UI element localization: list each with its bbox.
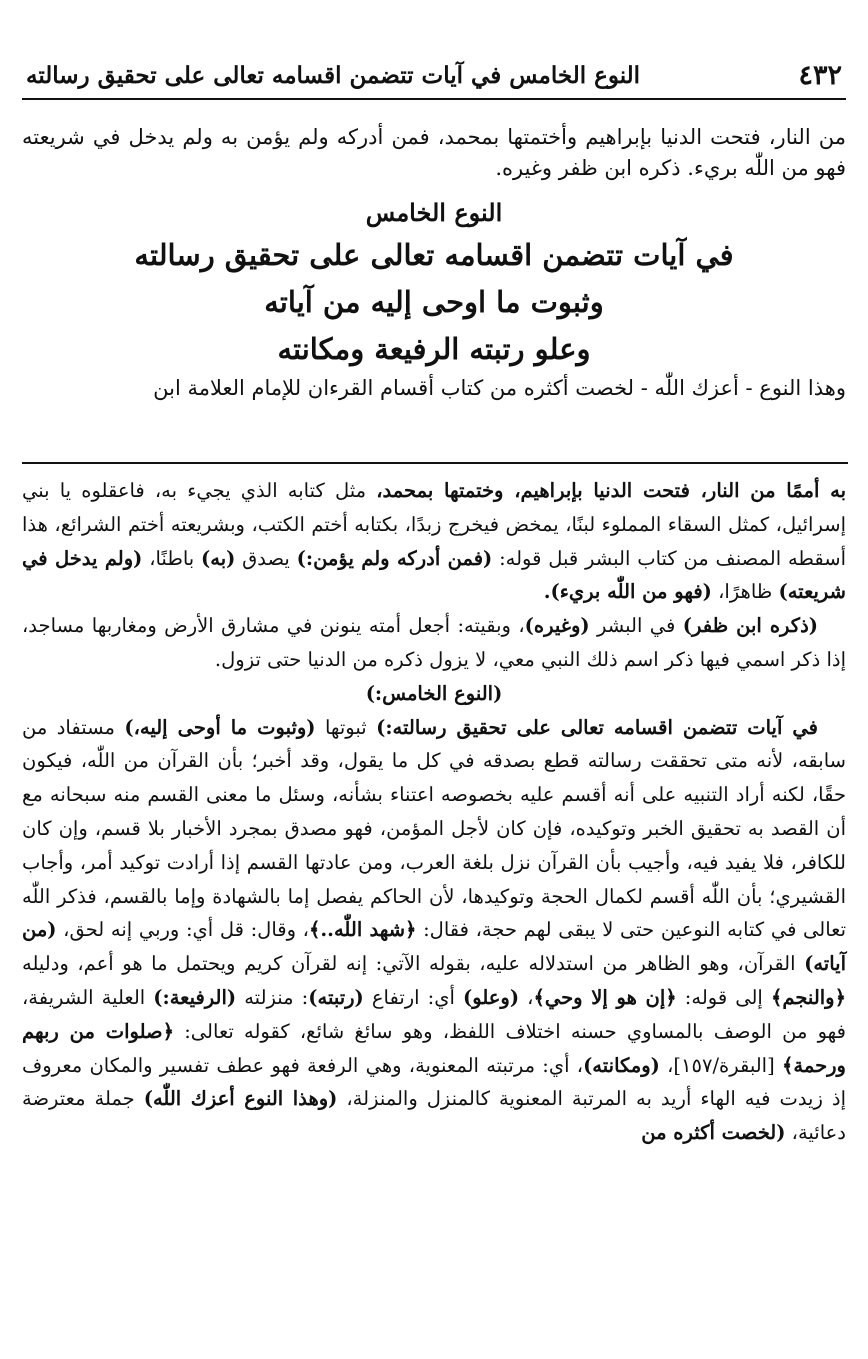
commentary-paragraph-2: (ذكره ابن ظفر) في البشر (وغيره)، وبقيته: أجعل أمته ينونن في مشارق الأرض ومغاربها مساجد، إذا ذكر اسمي فيها ذكر اسم ذلك النبي معي، لا يزول ذكره من الدنيا حتى تزول.: [22, 614, 846, 671]
section-heading: [22, 194, 846, 373]
header-title: النوع الخامس في آيات تتضمن اقسامه تعالى على تحقيق رسالته: [26, 62, 641, 89]
footnote-separator: [22, 462, 848, 464]
running-header: [22, 58, 846, 100]
commentary: [22, 474, 846, 1150]
body-last-line: وهذا النوع - أعزك اللّٰه - لخصت أكثره من كتاب أقسام القرءان للإمام العلامة ابن: [153, 376, 846, 400]
intro-paragraph: من النار، فتحت الدنيا بإبراهيم وأختمتها بمحمد، فمن أدركه ولم يؤمن به ولم يدخل في شريعته فهو من اللّٰه بريء. ذكره ابن ظفر وغيره.: [22, 125, 846, 180]
heading-line-1: النوع الخامس: [365, 198, 503, 227]
heading-line-2: في آيات تتضمن اقسامه تعالى على تحقيق رسالته: [134, 238, 734, 272]
heading-line-3: وثبوت ما اوحى إليه من آياته: [264, 285, 604, 319]
commentary-paragraph-3: في آيات تتضمن اقسامه تعالى على تحقيق رسالته:) ثبوتها (وثبوت ما أوحى إليه،) مستفاد من سابقه، لأنه متى تحققت رسالته قطع بصدقه في كل ما يقول، وقد أخبر؛ بأن القرآن من اللّٰه، فيكون حقًا، لكنه أراد التنبيه على أنه أقسم عليه بخصوصه اعتناء بشأنه، وسئل ما معنى القسم منه سبحانه مع أن القصد به تحقيق الخبر وتوكيده، فإن كان لأجل المؤمن، فهو مصدق بمجرد الأخبار بلا قسم، وإن كان للكافر، فلا يفيد فيه، وأجيب بأن القرآن نزل بلغة العرب، ومن عادتها القسم إذا أرادت توكيد أمر، وأجاب القشيري؛ بأن اللّٰه أقسم لكمال الحجة وتوكيدها، لأن الحاكم يفصل إما بالشهادة وإما بالقسم، فذكر اللّٰه تعالى في كتابه النوعين حتى لا يبقى لهم حجة، فقال: ﴿شهد اللّٰه..﴾، وقال: قل أي: وربي إنه لحق، (من آياته) القرآن، وهو الظاهر من استدلاله عليه، بقوله الآتي: إنه لقرآن كريم ويحتمل ما هو أعم، ودليله ﴿والنجم﴾ إلى قوله: ﴿إن هو إلا وحي﴾، (وعلو) أي: ارتفاع (رتبته): منزلته (الرفيعة:) العلية الشريفة، فهو من الوصف بالمساوي حسنه اختلاف اللفظ، وهو سائغ شائع، كقوله تعالى: ﴿صلوات من ربهم ورحمة﴾ [البقرة/١٥٧]، (ومكانته)، أي: مرتبته المعنوية، وهي الرفعة فهو عطف تفسير والمكان معروف إذ زيدت فيه الهاء أريد به المرتبة المعنوية كالمنزل والمنزلة، (وهذا النوع أعزك اللّٰه) جملة معترضة دعائية، (لخصت أكثره من: [22, 715, 847, 1145]
commentary-heading: (النوع الخامس:): [365, 681, 503, 705]
main-text: [22, 122, 846, 404]
page-number: ٤٣٢: [798, 60, 842, 91]
commentary-paragraph-1: به أممًا من النار، فتحت الدنيا بإبراهيم، وختمتها بمحمد، مثل كتابه الذي يجيء به، فاعقلوه يا بني إسرائيل، كمثل السقاء المملوء لبنًا، يمخض فيخرج زبدًا، بكتابه أختم الكتب، وبشريعته أختم الشرائع، هذا أسقطه المصنف من كتاب البشر قبل قوله: (فمن أدركه ولم يؤمن:) يصدق (به) باطنًا، (ولم يدخل في شريعته) ظاهرًا، (فهو من اللّٰه بريء).: [22, 479, 847, 604]
heading-line-4: وعلو رتبته الرفيعة ومكانته: [277, 332, 591, 366]
